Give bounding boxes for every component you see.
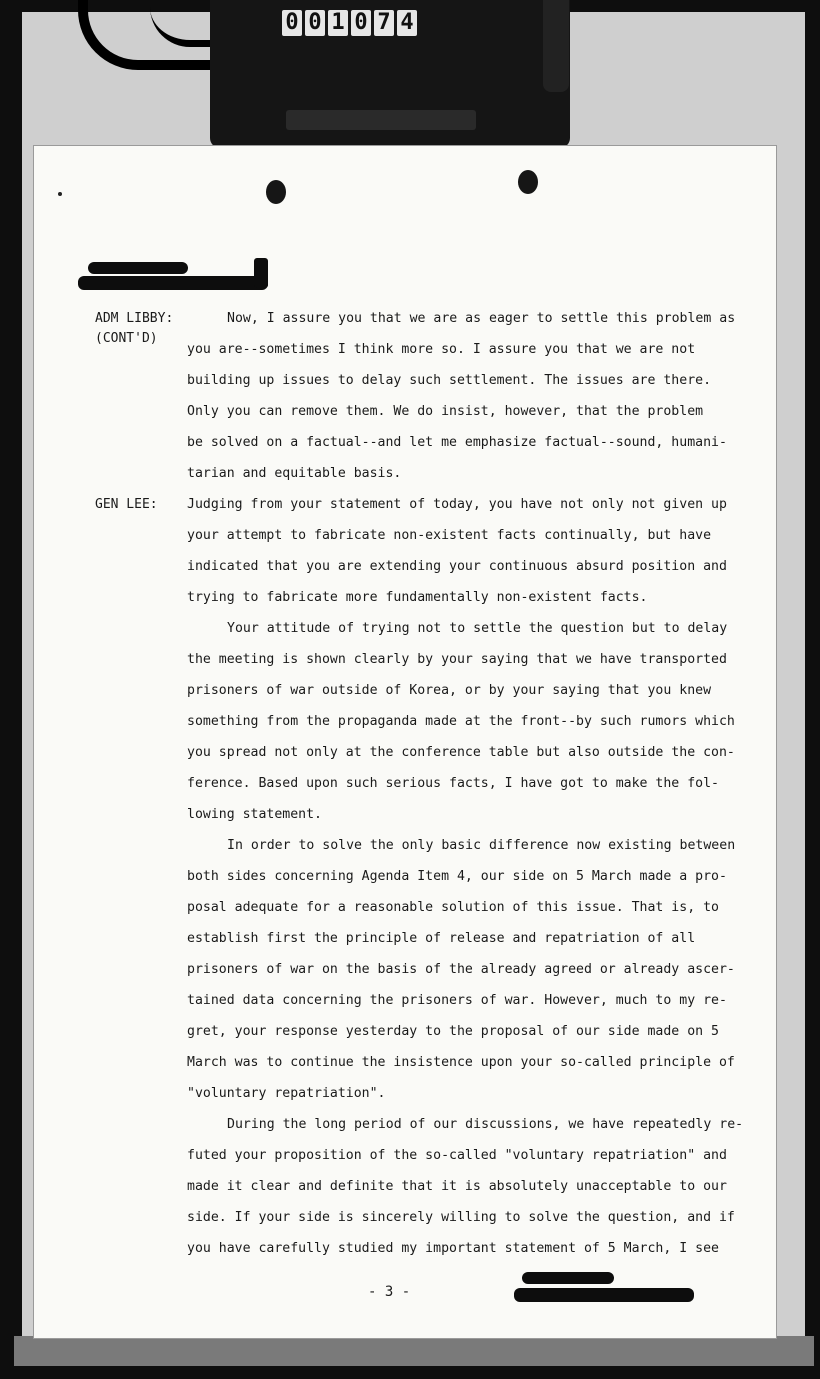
text-line: side. If your side is sincerely willing to solve the question, and if xyxy=(187,1210,735,1225)
text-line: During the long period of our discussions, we have repeatedly re- xyxy=(227,1117,744,1132)
counter-digit: 4 xyxy=(397,10,417,36)
board-shadow xyxy=(14,1336,814,1366)
text-line: prisoners of war outside of Korea, or by your saying that you knew xyxy=(187,683,712,698)
text-line: In order to solve the only basic difference now existing between xyxy=(227,838,736,853)
frame-counter xyxy=(282,10,417,36)
text-line: Now, I assure you that we are as eager to settle this problem as xyxy=(227,311,736,326)
text-line: building up issues to delay such settlement. The issues are there. xyxy=(187,373,712,388)
redaction-bar xyxy=(254,258,268,288)
speck xyxy=(58,192,62,196)
text-line: the meeting is shown clearly by your saying that we have transported xyxy=(187,652,727,667)
redaction-bar xyxy=(88,262,188,274)
redaction-bar xyxy=(514,1288,694,1302)
text-line: you spread not only at the conference table but also outside the con- xyxy=(187,745,735,760)
text-line: gret, your response yesterday to the proposal of our side made on 5 xyxy=(187,1024,719,1039)
text-line: posal adequate for a reasonable solution of this issue. That is, to xyxy=(187,900,719,915)
punch-hole xyxy=(518,170,538,194)
text-line: Your attitude of trying not to settle the question but to delay xyxy=(227,621,728,636)
text-line: "voluntary repatriation". xyxy=(187,1086,386,1101)
redaction-bar xyxy=(78,276,268,290)
text-line: trying to fabricate more fundamentally non-existent facts. xyxy=(187,590,648,605)
counter-digit: 1 xyxy=(328,10,348,36)
text-line: Judging from your statement of today, you have not only not given up xyxy=(187,497,727,512)
text-line: indicated that you are extending your continuous absurd position and xyxy=(187,559,727,574)
speaker-label: GEN LEE: xyxy=(95,497,158,512)
text-line: tained data concerning the prisoners of war. However, much to my re- xyxy=(187,993,727,1008)
text-line: prisoners of war on the basis of the already agreed or already ascer- xyxy=(187,962,735,977)
text-line: lowing statement. xyxy=(187,807,322,822)
counter-knob xyxy=(543,0,569,92)
page-number: - 3 - xyxy=(368,1284,411,1300)
text-line: something from the propaganda made at the front--by such rumors which xyxy=(187,714,735,729)
counter-digit: 0 xyxy=(351,10,371,36)
counter-base xyxy=(286,110,476,130)
punch-hole xyxy=(266,180,286,204)
counter-digit: 0 xyxy=(282,10,302,36)
text-line: establish first the principle of release and repatriation of all xyxy=(187,931,696,946)
text-line: tarian and equitable basis. xyxy=(187,466,402,481)
counter-digit: 0 xyxy=(305,10,325,36)
text-line: both sides concerning Agenda Item 4, our side on 5 March made a pro- xyxy=(187,869,727,884)
redaction-bar xyxy=(522,1272,614,1284)
text-line: March was to continue the insistence upon your so-called principle of xyxy=(187,1055,735,1070)
text-line: be solved on a factual--and let me emphasize factual--sound, humani- xyxy=(187,435,727,450)
text-line: futed your proposition of the so-called "voluntary repatriation" and xyxy=(187,1148,727,1163)
counter-digit: 7 xyxy=(374,10,394,36)
text-line: your attempt to fabricate non-existent facts continually, but have xyxy=(187,528,712,543)
text-line: ference. Based upon such serious facts, I have got to make the fol- xyxy=(187,776,719,791)
text-line: Only you can remove them. We do insist, however, that the problem xyxy=(187,404,704,419)
text-line: you have carefully studied my important statement of 5 March, I see xyxy=(187,1241,719,1256)
speaker-label: ADM LIBBY: (CONT'D) xyxy=(95,311,174,346)
text-line: made it clear and definite that it is absolutely unacceptable to our xyxy=(187,1179,727,1194)
text-line: you are--sometimes I think more so. I assure you that we are not xyxy=(187,342,696,357)
